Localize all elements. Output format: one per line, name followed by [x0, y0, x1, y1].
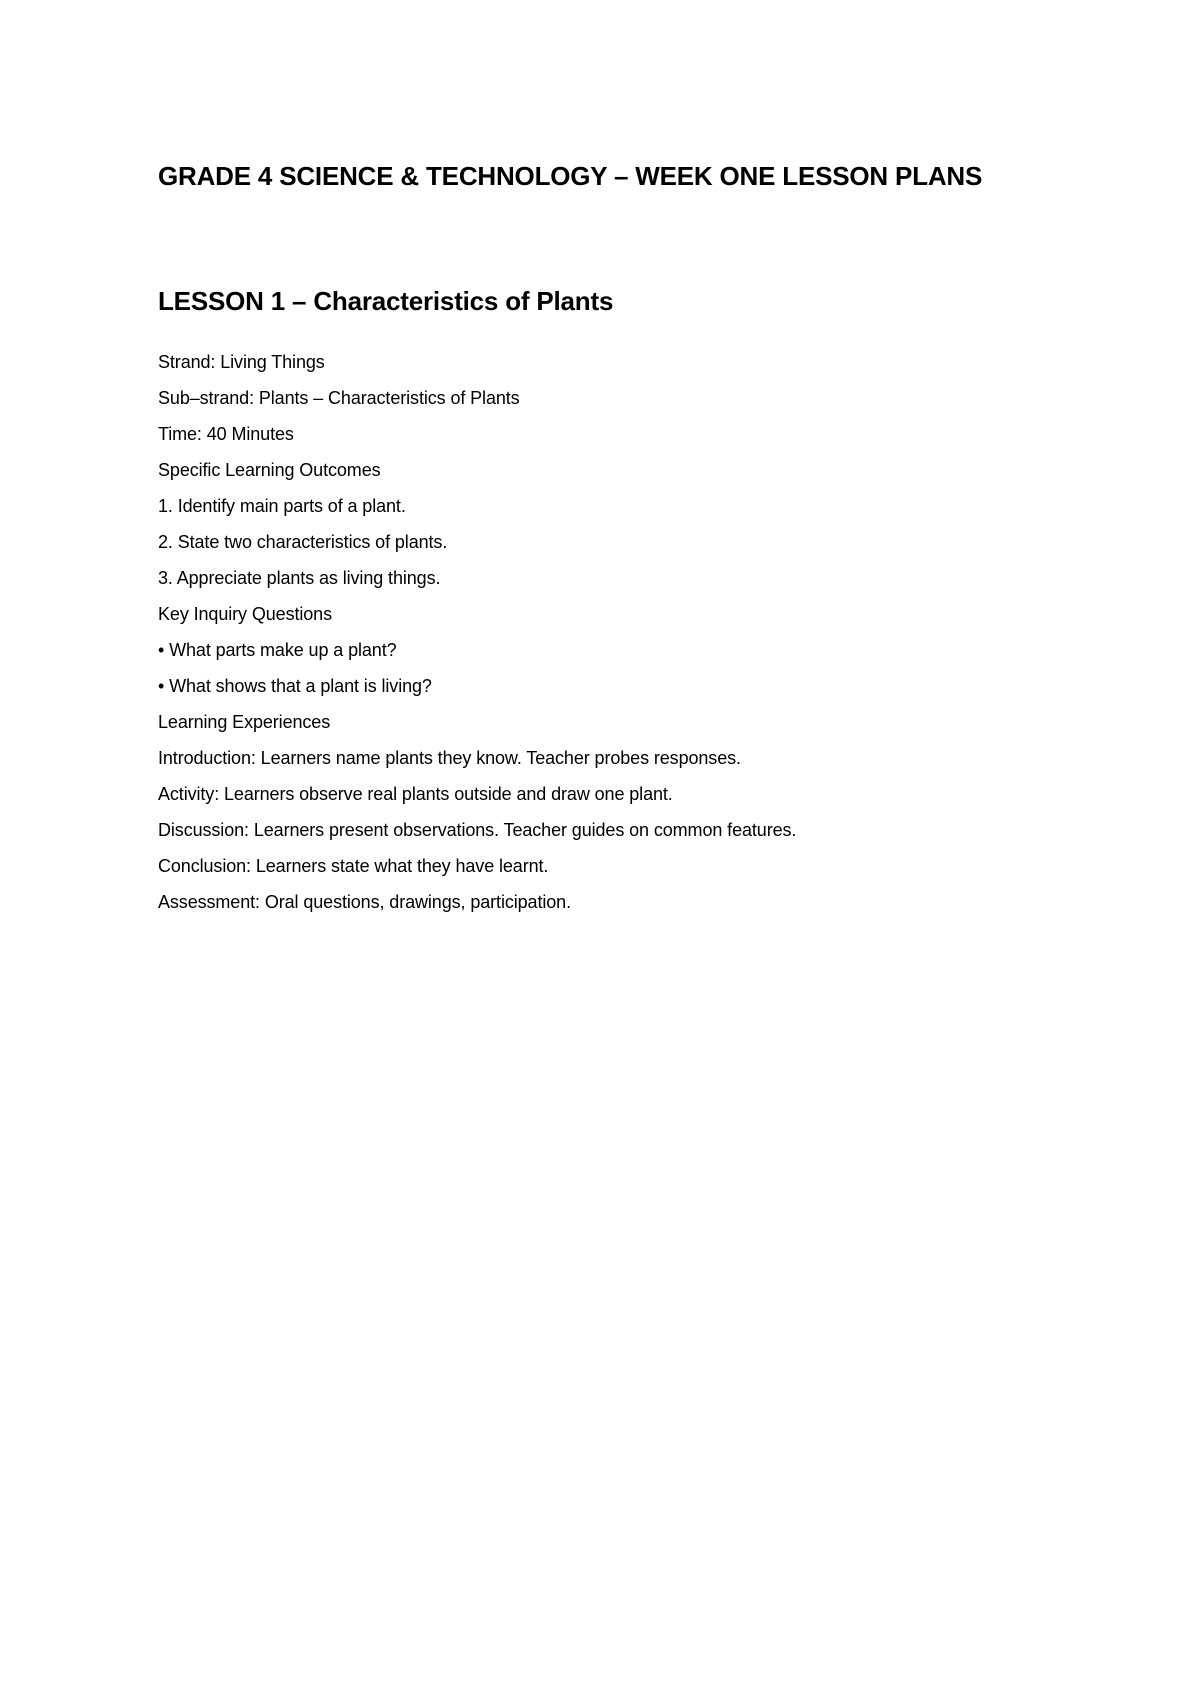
sub-strand-line: Sub–strand: Plants – Characteristics of Plants — [158, 388, 520, 408]
outcomes-heading: Specific Learning Outcomes — [158, 460, 381, 480]
page-title: GRADE 4 SCIENCE & TECHNOLOGY – WEEK ONE LESSON PLANS — [158, 161, 983, 191]
experiences-heading: Learning Experiences — [158, 712, 331, 732]
discussion-line: Discussion: Learners present observations. Teacher guides on common features. — [158, 820, 797, 840]
lesson-heading — [158, 285, 613, 317]
inquiry-item: • What shows that a plant is living? — [158, 676, 432, 696]
outcome-item: 3. Appreciate plants as living things. — [158, 568, 441, 588]
outcome-item: 1. Identify main parts of a plant. — [158, 496, 406, 516]
activity-line: Activity: Learners observe real plants outside and draw one plant. — [158, 784, 673, 804]
time-line: Time: 40 Minutes — [158, 424, 294, 444]
lesson-name: Characteristics of Plants — [313, 286, 614, 316]
introduction-line: Introduction: Learners name plants they know. Teacher probes responses. — [158, 748, 741, 768]
conclusion-line: Conclusion: Learners state what they have learnt. — [158, 856, 549, 876]
assessment-line: Assessment: Oral questions, drawings, participation. — [158, 892, 571, 912]
inquiry-heading: Key Inquiry Questions — [158, 604, 332, 624]
lesson-number: LESSON 1 – — [158, 286, 314, 316]
lesson-body — [158, 350, 1058, 926]
inquiry-item: • What parts make up a plant? — [158, 640, 397, 660]
outcome-item: 2. State two characteristics of plants. — [158, 532, 448, 552]
strand-line: Strand: Living Things — [158, 352, 325, 372]
